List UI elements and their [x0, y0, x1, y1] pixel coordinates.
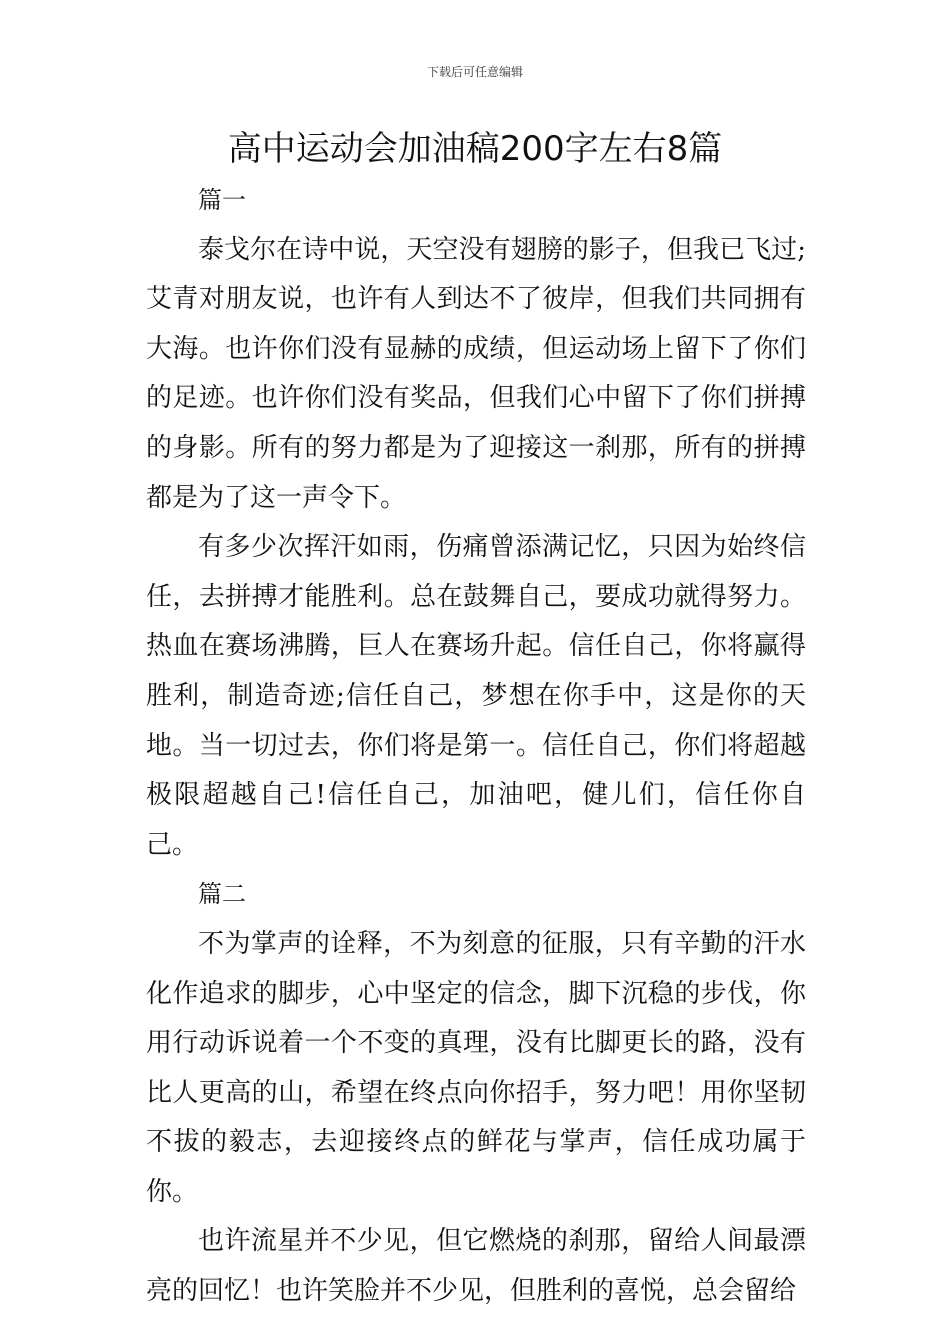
paragraph: 泰戈尔在诗中说，天空没有翅膀的影子，但我已飞过;艾青对朋友说，也许有人到达不了彼岸，但我们共同拥有大海。也许你们没有显赫的成绩，但运动场上留下了你们的足迹。也许你们没有奖品，但我们心中留下了你们拼搏的身影。所有的努力都是为了迎接这一刹那，所有的拼搏都是为了这一声令下。 — [146, 234, 806, 513]
paragraph: 有多少次挥汗如雨，伤痛曾添满记忆，只因为始终信任，去拼搏才能胜利。总在鼓舞自己，要成功就得努力。热血在赛场沸腾，巨人在赛场升起。信任自己，你将赢得胜利，制造奇迹;信任自己，梦想在你手中，这是你的天地。当一切过去，你们将是第一。信任自己，你们将超越极限超越自己!信任自己，加油吧，健儿们，信任你自己。 — [146, 532, 806, 860]
paragraph: 也许流星并不少见，但它燃烧的刹那，留给人间最漂亮的回忆！也许笑脸并不少见，但胜利的喜悦，总会留给 — [146, 1226, 806, 1307]
page-header-note: 下载后可任意编辑 — [426, 65, 523, 79]
document-title: 高中运动会加油稿200字左右8篇 — [227, 129, 723, 169]
section-heading: 篇一 — [198, 186, 246, 214]
section-1 — [146, 176, 806, 870]
section-2 — [146, 870, 806, 1316]
paragraph: 不为掌声的诠释，不为刻意的征服，只有辛勤的汗水化作追求的脚步，心中坚定的信念，脚下沉稳的步伐，你用行动诉说着一个不变的真理，没有比脚更长的路，没有比人更高的山，希望在终点向你招手，努力吧！用你坚韧不拔的毅志，去迎接终点的鲜花与掌声，信任成功属于你。 — [146, 928, 806, 1207]
document-body — [146, 176, 806, 1317]
section-heading: 篇二 — [198, 880, 246, 909]
